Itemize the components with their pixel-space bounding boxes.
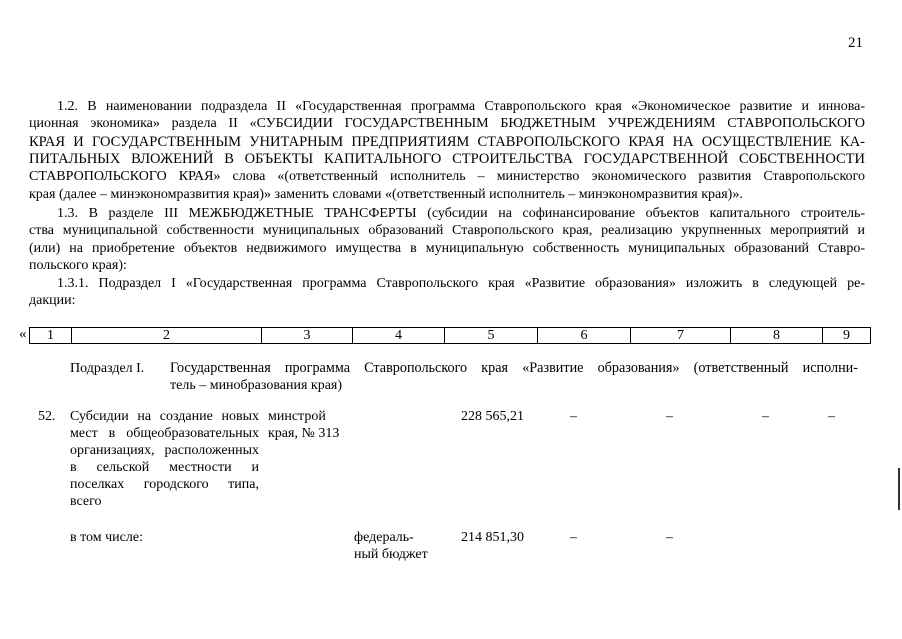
column-number: 2: [72, 328, 262, 344]
row-amount: 228 565,21: [461, 409, 524, 424]
paragraph-line: дакции:: [29, 293, 76, 308]
paragraph-line: КРАЯ И ГОСУДАРСТВЕННЫМ УНИТАРНЫМ ПРЕДПРИЯТИЯМ СТАВРОПОЛЬСКОГО КРАЯ НА ОСУЩЕСТВЛЕНИЕ КА-: [29, 134, 865, 150]
paragraph-line: 1.3. В разделе III МЕЖБЮДЖЕТНЫЕ ТРАНСФЕРТЫ (субсидии на софинансирование объектов капитального строитель-: [57, 206, 865, 221]
row-col6: –: [570, 530, 577, 545]
column-number: 9: [823, 328, 871, 344]
paragraph-line: польского края):: [29, 258, 127, 273]
column-number: 5: [445, 328, 538, 344]
page-number: 21: [848, 35, 863, 51]
paragraph-line: ства муниципальной собственности муниципальных образований Ставропольского края, реализацию укрупненных мероприятий и: [29, 223, 865, 238]
paragraph-line: края (далее – минэкономразвития края)» заменить словами «(ответственный исполнитель – минэкономразвития края)».: [29, 187, 743, 202]
open-quote-mark: «: [19, 326, 27, 342]
subsection-title: Государственная программа Ставропольского края «Развитие образования» (ответственный исполни-: [170, 360, 858, 376]
column-number: 8: [731, 328, 823, 344]
paragraph-line: СТАВРОПОЛЬСКОГО КРАЯ» слова «(ответственный исполнитель – министерство экономического развития Ставропольского: [29, 169, 865, 184]
column-number: 4: [353, 328, 445, 344]
row-amount: 214 851,30: [461, 530, 524, 545]
paragraph-line: ПИТАЛЬНЫХ ВЛОЖЕНИЙ В ОБЪЕКТЫ КАПИТАЛЬНОГО СТРОИТЕЛЬСТВА ГОСУДАРСТВЕННОЙ СОБСТВЕННОСТИ: [29, 151, 865, 167]
row-source: федераль-ный бюджет: [354, 530, 428, 562]
row-number: 52.: [38, 409, 56, 424]
paragraph-line: ционная экономика» раздела II «СУБСИДИИ ГОСУДАРСТВЕННЫМ БЮДЖЕТНЫМ УЧРЕЖДЕНИЯМ СТАВРОПОЛЬСКОГО: [29, 116, 865, 131]
paragraph-line: 1.2. В наименовании подраздела II «Государственная программа Ставропольского края «Экономическое развитие и иннова-: [57, 99, 865, 114]
subsection-title-continued: тель – минобразования края): [170, 378, 343, 393]
row-executor: минстрой края, № 313: [268, 409, 340, 441]
paragraph-line: (или) на приобретение объектов недвижимого имущества в муниципальную собственность муниципальных образований Ставро-: [29, 241, 865, 256]
row-col9: –: [828, 409, 835, 424]
row-col7: –: [666, 409, 673, 424]
column-number: 3: [262, 328, 353, 344]
subsection-label: Подраздел I.: [70, 361, 145, 376]
scan-edge-mark: [898, 468, 900, 510]
column-number-header: [29, 327, 871, 344]
row-col8: –: [762, 409, 769, 424]
column-number: 7: [631, 328, 731, 344]
column-number: 1: [30, 328, 72, 344]
column-number: 6: [538, 328, 631, 344]
row-name: в том числе:: [70, 530, 143, 545]
paragraph-line: 1.3.1. Подраздел I «Государственная программа Ставропольского края «Развитие образования» изложить в следующей ре-: [57, 276, 865, 291]
row-col7: –: [666, 530, 673, 545]
row-col6: –: [570, 409, 577, 424]
row-name: Субсидии на создание новых мест в общеобразовательных организациях, расположенных в сельской местности и поселках городского типа, всего: [70, 409, 259, 509]
